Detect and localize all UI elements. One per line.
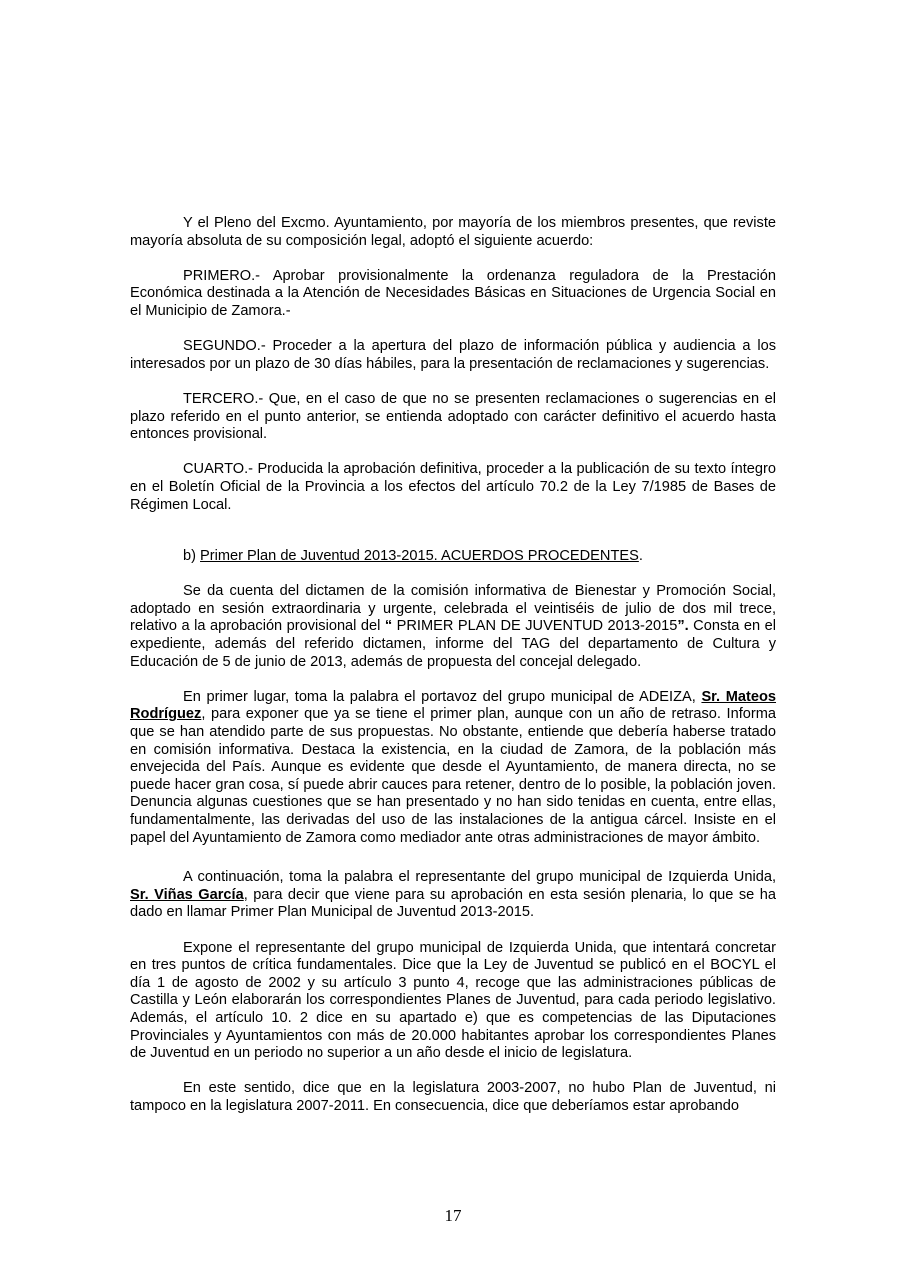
page-number: 17 xyxy=(444,1206,462,1225)
dictamen-quote-open: “ xyxy=(384,618,393,635)
paragraph-tercero: TERCERO.- Que, en el caso de que no se presenten reclamaciones o sugerencias en el plazo referido en el punto anterior, se entienda adoptado con carácter definitivo el acuerdo hasta entonces provisional. xyxy=(130,390,776,443)
section-heading-prefix: b) xyxy=(183,548,201,565)
mateos-text-after: , para exponer que ya se tiene el primer plan, aunque con un año de retraso. Informa que se han atendido parte de sus propuestas. No obstante, entiende que debería haberse tratado en comisión informativa. Destaca la existencia, en la ciudad de Zamora, de la población más envejecida del País. Aunque es evidente que desde el Ayuntamiento, de manera directa, no se puede hacer gran cosa, sí puede abrir cauces para retener, dentro de lo posible, la población joven. Denuncia algunas cuestiones que se han presentado y no han sido tenidas en cuenta, entre ellas, fundamentalmente, las derivadas del uso de las instalaciones de la antigua cárcel. Insiste en el papel del Ayuntamiento de Zamora como mediador ante otras administraciones de mayor ámbito. xyxy=(130,706,776,846)
section-heading-title: Primer Plan de Juventud 2013-2015. ACUERDOS PROCEDENTES xyxy=(200,548,639,565)
mateos-text-before: En primer lugar, toma la palabra el portavoz del grupo municipal de ADEIZA, xyxy=(183,688,702,705)
section-heading-suffix: . xyxy=(638,548,643,565)
document-body xyxy=(130,215,776,1133)
section-heading-b xyxy=(130,548,776,566)
paragraph-acuerdo-intro: Y el Pleno del Excmo. Ayuntamiento, por mayoría de los miembros presentes, que reviste mayoría absoluta de su composición legal, adoptó el siguiente acuerdo: xyxy=(130,215,776,249)
speaker-name-mateos: Sr. Mateos Rodríguez xyxy=(130,688,777,723)
dictamen-text-before: Se da cuenta del dictamen de la comisión informativa de Bienestar y Promoción Social, adoptado en sesión extraordinaria y urgente, celebrada el veintiséis de julio de dos mil trece, relativo a la aprobación provisional del xyxy=(130,583,776,635)
dictamen-text-after: Consta en el expediente, además del referido dictamen, informe del TAG del departamento de Cultura y Educación de 5 de junio de 2013, además de propuesta del concejal delegado. xyxy=(130,618,776,670)
paragraph-mateos xyxy=(130,689,776,847)
vinas-text-before: A continuación, toma la palabra el representante del grupo municipal de Izquierda Unida, xyxy=(183,869,776,886)
paragraph-cuarto: CUARTO.- Producida la aprobación definitiva, proceder a la publicación de su texto íntegro en el Boletín Oficial de la Provincia a los efectos del artículo 70.2 de la Ley 7/1985 de Bases de Régimen Local. xyxy=(130,461,776,513)
vinas-text-after: , para decir que viene para su aprobación en esta sesión plenaria, lo que se ha dado en llamar Primer Plan Municipal de Juventud 2013-2015. xyxy=(130,886,776,921)
paragraph-primero: PRIMERO.- Aprobar provisionalmente la ordenanza reguladora de la Prestación Económica destinada a la Atención de Necesidades Básicas en Situaciones de Urgencia Social en el Municipio de Zamora.- xyxy=(130,267,776,319)
speaker-name-vinas: Sr. Viñas García xyxy=(130,886,244,903)
paragraph-segundo: SEGUNDO.- Proceder a la apertura del plazo de información pública y audiencia a los interesados por un plazo de 30 días hábiles, para la presentación de reclamaciones y sugerencias. xyxy=(130,338,776,372)
paragraph-expone: Expone el representante del grupo municipal de Izquierda Unida, que intentará concretar en tres puntos de crítica fundamentales. Dice que la Ley de Juventud se publicó en el BOCYL el día 1 de agosto de 2002 y su artículo 3 punto 4, recoge que las administraciones públicas de Castilla y León elaborarán los correspondientes Planes de Juventud, para cada periodo legislativo. Además, el artículo 10. 2 dice en su apartado e) que es competencias de las Diputaciones Provinciales y Ayuntamientos con más de 20.000 habitantes aprobar los correspondientes Planes de Juventud en un periodo no superior a un año desde el inicio de legislatura. xyxy=(130,939,776,1062)
paragraph-sentido: En este sentido, dice que en la legislatura 2003-2007, no hubo Plan de Juventud, ni tampoco en la legislatura 2007-2011. En consecuencia, dice que deberíamos estar aprobando xyxy=(130,1080,776,1114)
dictamen-plan-name: PRIMER PLAN DE JUVENTUD 2013-2015 xyxy=(392,618,678,635)
paragraph-vinas xyxy=(130,869,776,922)
paragraph-dictamen xyxy=(130,583,776,671)
dictamen-quote-close: ”. xyxy=(677,618,689,635)
